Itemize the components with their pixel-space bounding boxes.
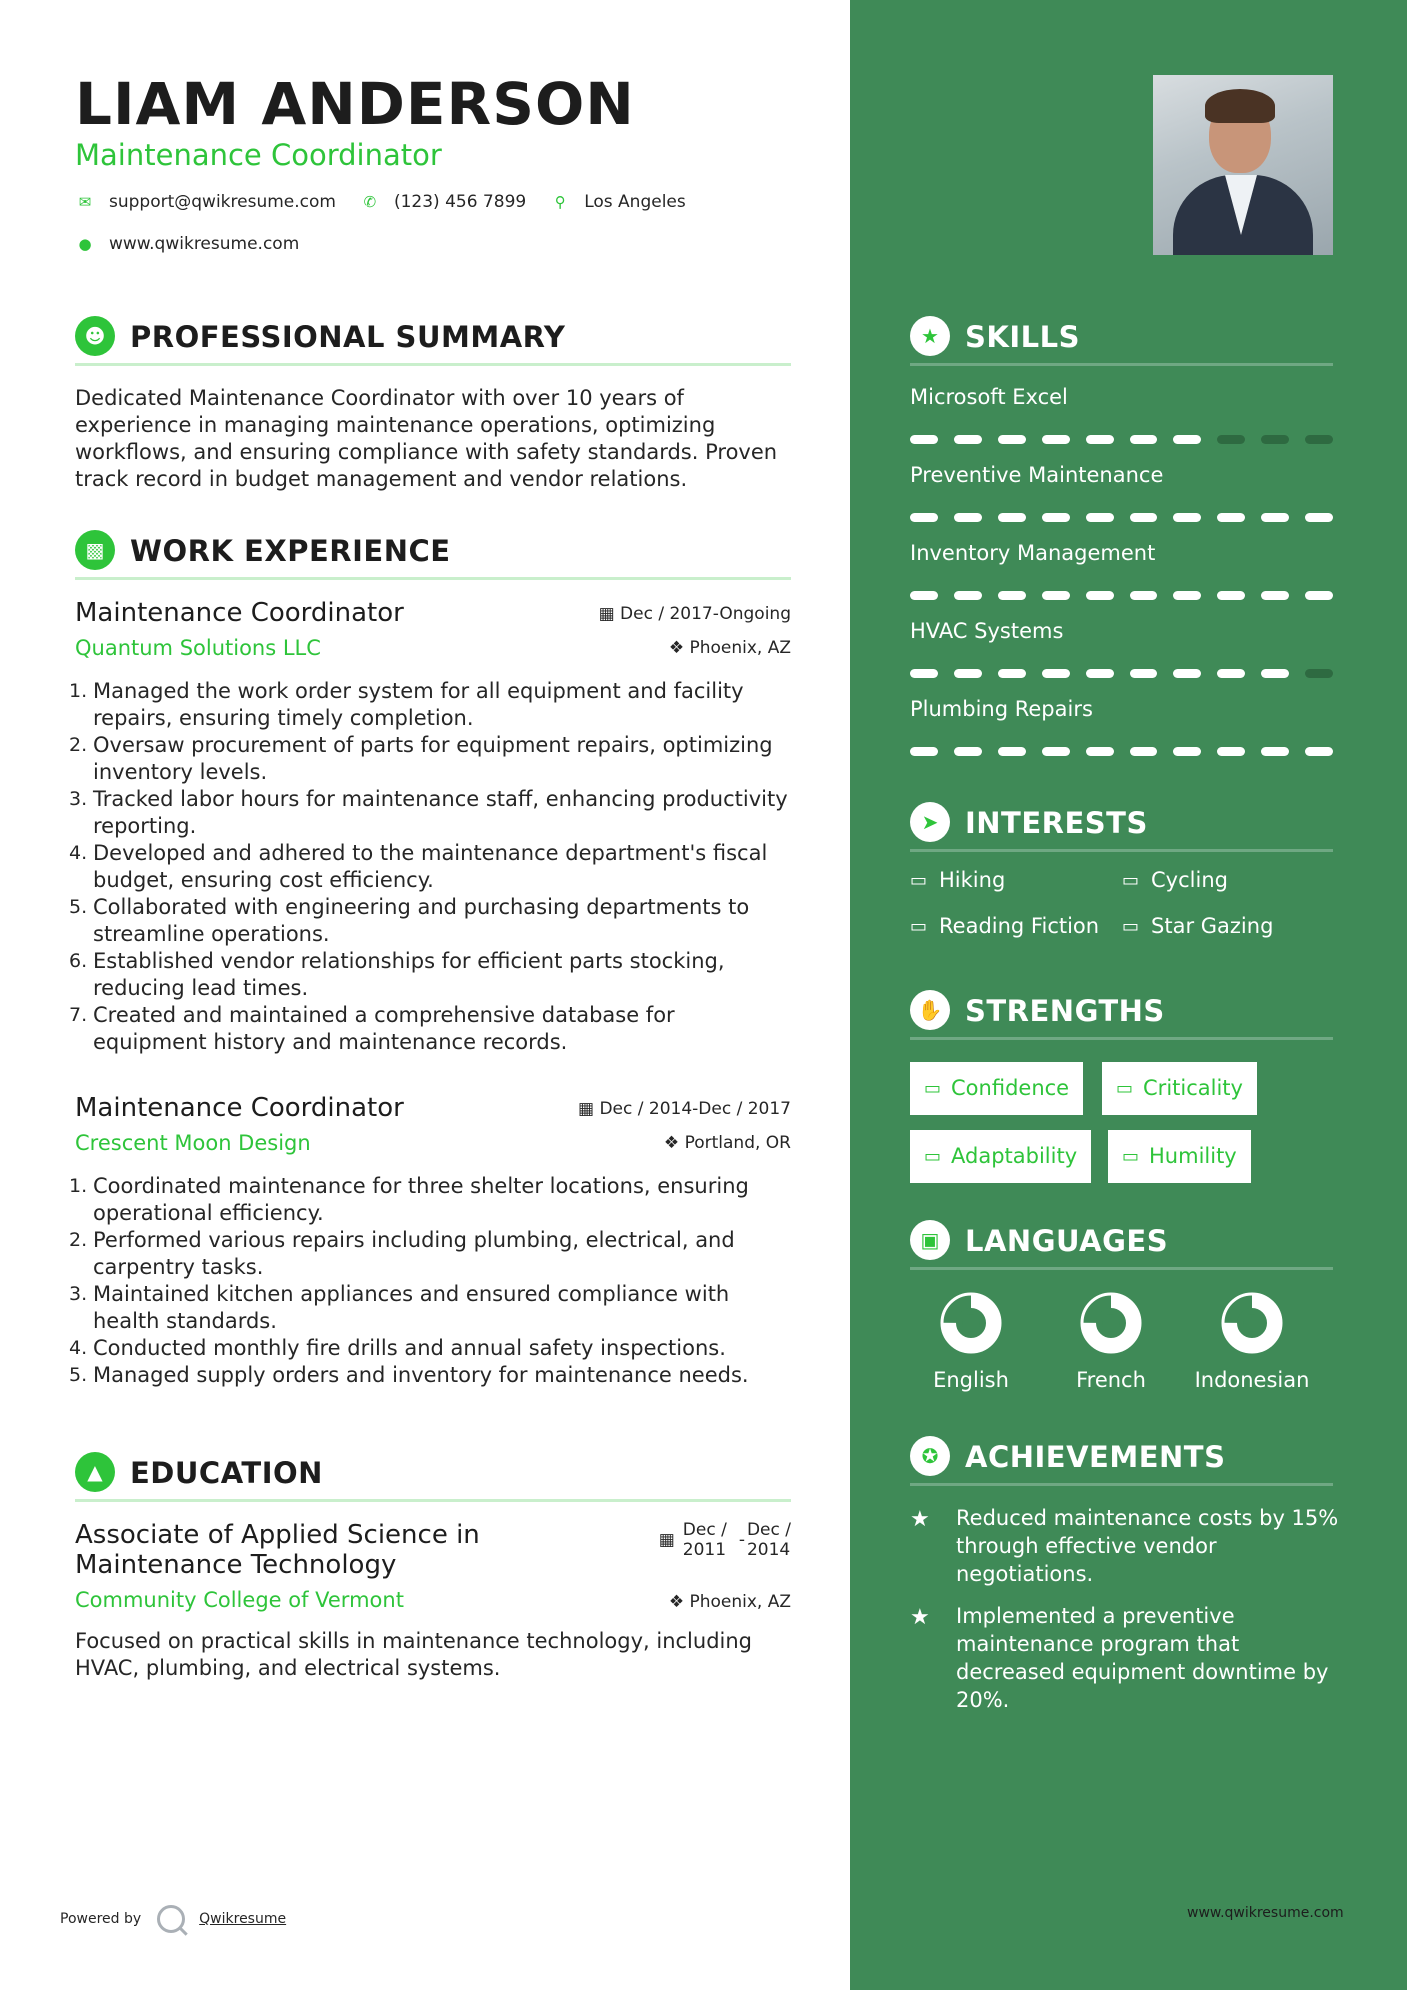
skill-name: HVAC Systems xyxy=(910,619,1064,643)
job-location xyxy=(669,638,791,658)
language-item xyxy=(1046,1292,1176,1392)
job-date xyxy=(578,1099,791,1119)
powered-by-text: Powered by xyxy=(60,1911,142,1927)
calendar-icon: ▦ xyxy=(578,1099,595,1119)
experience-heading-label: WORK EXPERIENCE xyxy=(130,534,451,568)
briefcase-icon: ▩ xyxy=(75,530,115,570)
list-item: 2. Oversaw procurement of parts for equipment repairs, optimizing inventory levels. xyxy=(69,733,773,784)
education-entry xyxy=(75,1520,791,1682)
pin-icon: ❖ xyxy=(668,638,685,658)
education-heading xyxy=(75,1452,791,1502)
skill-dash xyxy=(1305,591,1333,600)
job-date-text: Dec / 2014-Dec / 2017 xyxy=(599,1099,791,1119)
skill-dash xyxy=(1086,513,1114,522)
language-icon: ▣ xyxy=(910,1220,950,1260)
achievement-item: ★ Reduced maintenance costs by 15% through effective vendor negotiations. xyxy=(910,1506,1339,1586)
skill-dash xyxy=(1217,591,1245,600)
language-name: French xyxy=(1076,1368,1146,1392)
achievement-item: ★ Implemented a preventive maintenance program that decreased equipment downtime by 20%. xyxy=(910,1604,1329,1712)
contact-email[interactable] xyxy=(75,192,336,212)
star-icon: ★ xyxy=(910,1507,930,1532)
languages-heading-label: LANGUAGES xyxy=(965,1224,1169,1258)
job-date xyxy=(599,604,791,624)
strength-badge: ▭ Criticality xyxy=(1102,1062,1257,1115)
skill-dash xyxy=(1261,513,1289,522)
language-ring-hole xyxy=(1102,1314,1120,1332)
degree-title-line2: Maintenance Technology xyxy=(75,1550,397,1580)
job-title: Maintenance Coordinator xyxy=(75,1093,404,1123)
job-company: Quantum Solutions LLC xyxy=(75,636,321,660)
skill-item xyxy=(910,697,1333,756)
skill-dash xyxy=(998,513,1026,522)
skill-item xyxy=(910,385,1333,444)
calendar-icon: ▦ xyxy=(658,1530,675,1550)
interest-item: ▭ Star Gazing xyxy=(1122,914,1274,938)
skill-dash xyxy=(998,669,1026,678)
language-level-chart xyxy=(940,1292,1002,1354)
skill-dash xyxy=(1086,669,1114,678)
summary-heading xyxy=(75,316,791,366)
book-icon: ▭ xyxy=(1122,915,1140,937)
degree-title-line1: Associate of Applied Science in xyxy=(75,1520,480,1550)
achievements-heading xyxy=(910,1436,1333,1486)
skill-dash xyxy=(1130,435,1158,444)
skill-dash xyxy=(1261,747,1289,756)
skill-dash xyxy=(1261,669,1289,678)
job-date-text: Dec / 2017-Ongoing xyxy=(620,604,791,624)
summary-text: Dedicated Maintenance Coordinator with over 10 years of experience in managing maintenance operations, optimizing workflows, and ensuring compliance with safety standards. Proven track record in budget management and vendor relations. xyxy=(75,386,778,491)
skill-dash xyxy=(910,669,938,678)
skill-dash xyxy=(954,669,982,678)
list-item: 2. Performed various repairs including plumbing, electrical, and carpentry tasks. xyxy=(69,1228,735,1279)
language-ring-hole xyxy=(962,1314,980,1332)
contact-phone[interactable] xyxy=(360,192,526,212)
skill-name: Plumbing Repairs xyxy=(910,697,1093,721)
hand-icon: ✋ xyxy=(910,990,950,1030)
job-title: Maintenance Coordinator xyxy=(75,598,404,628)
skill-dash xyxy=(1173,747,1201,756)
skill-name: Preventive Maintenance xyxy=(910,463,1164,487)
experience-heading xyxy=(75,530,791,580)
interest-item: ▭ Reading Fiction xyxy=(910,914,1100,938)
contact-row xyxy=(75,192,710,212)
date-start: Dec / 2011 xyxy=(682,1520,727,1560)
language-level-chart xyxy=(1221,1292,1283,1354)
language-name: English xyxy=(933,1368,1009,1392)
qwikresume-logo-icon xyxy=(157,1905,185,1933)
skill-item xyxy=(910,619,1333,678)
language-item xyxy=(1187,1292,1317,1392)
language-name: Indonesian xyxy=(1194,1368,1310,1392)
list-item: 1. Managed the work order system for all equipment and facility repairs, ensuring timely completion. xyxy=(69,679,744,730)
map-pin-icon: ⚲ xyxy=(554,193,566,211)
list-item: 6. Established vendor relationships for efficient parts stocking, reducing lead times. xyxy=(69,949,725,1000)
strengths-heading-label: STRENGTHS xyxy=(965,994,1165,1028)
calendar-icon: ▦ xyxy=(598,604,615,624)
website-text: www.qwikresume.com xyxy=(109,234,300,254)
skill-dash xyxy=(1130,669,1158,678)
list-item: 1. Coordinated maintenance for three shelter locations, ensuring operational efficiency. xyxy=(69,1174,749,1225)
lightbulb-icon: ★ xyxy=(910,316,950,356)
skill-dash xyxy=(954,435,982,444)
contact-website[interactable] xyxy=(75,234,299,254)
job-location xyxy=(664,1133,791,1153)
skill-dash xyxy=(998,591,1026,600)
skill-dash xyxy=(1173,513,1201,522)
strengths-heading xyxy=(910,990,1333,1040)
pin-icon: ❖ xyxy=(668,1592,685,1612)
award-icon: ✪ xyxy=(910,1436,950,1476)
interest-item: ▭ Cycling xyxy=(1122,868,1228,892)
interests-heading-label: INTERESTS xyxy=(965,806,1148,840)
book-icon: ▭ xyxy=(1122,869,1140,891)
skill-dash xyxy=(954,591,982,600)
job-bullets xyxy=(69,1173,791,1389)
skill-dash xyxy=(1305,747,1333,756)
skill-dash xyxy=(954,747,982,756)
graduation-icon: ▲ xyxy=(75,1452,115,1492)
skills-heading-label: SKILLS xyxy=(965,320,1080,354)
skill-dash xyxy=(998,435,1026,444)
language-ring-hole xyxy=(1243,1314,1261,1332)
summary-heading-label: PROFESSIONAL SUMMARY xyxy=(130,320,566,354)
skill-dash xyxy=(1217,435,1245,444)
phone-text: (123) 456 7899 xyxy=(393,192,527,212)
user-icon: ☻ xyxy=(75,316,115,356)
date-end: Dec / 2014 xyxy=(746,1520,791,1560)
skill-dash xyxy=(910,435,938,444)
list-item: 4. Conducted monthly fire drills and annual safety inspections. xyxy=(69,1336,726,1360)
interest-item: ▭ Hiking xyxy=(910,868,1006,892)
strength-badge: ▭ Confidence xyxy=(910,1062,1083,1115)
skill-dash xyxy=(1130,513,1158,522)
skill-dash xyxy=(1130,747,1158,756)
education-description: Focused on practical skills in maintenance technology, including HVAC, plumbing, and electrical systems. xyxy=(75,1629,752,1680)
skill-dash xyxy=(1305,513,1333,522)
education-heading-label: EDUCATION xyxy=(130,1456,323,1490)
job-entry xyxy=(69,1093,791,1389)
location-text: Los Angeles xyxy=(584,192,686,212)
skill-dash xyxy=(1173,669,1201,678)
paper-plane-icon: ➤ xyxy=(910,802,950,842)
skill-item xyxy=(910,463,1333,522)
job-location-text: Portland, OR xyxy=(684,1133,791,1153)
skill-dash xyxy=(1261,435,1289,444)
language-level-chart xyxy=(1080,1292,1142,1354)
skill-dash xyxy=(1173,591,1201,600)
job-company: Crescent Moon Design xyxy=(75,1131,311,1155)
list-item: 3. Tracked labor hours for maintenance staff, enhancing productivity reporting. xyxy=(69,787,788,838)
education-date xyxy=(659,1520,791,1560)
skills-heading xyxy=(910,316,1333,366)
skill-dash xyxy=(1042,513,1070,522)
skill-level-bar xyxy=(910,747,1333,756)
skill-dash xyxy=(1086,435,1114,444)
star-icon: ★ xyxy=(910,1605,930,1630)
skill-name: Microsoft Excel xyxy=(910,385,1068,409)
skill-dash xyxy=(1217,513,1245,522)
powered-by xyxy=(60,1905,286,1933)
skill-level-bar xyxy=(910,435,1333,444)
achievements-heading-label: ACHIEVEMENTS xyxy=(965,1440,1226,1474)
education-location: ❖ Phoenix, AZ xyxy=(668,1592,791,1612)
skill-dash xyxy=(1305,669,1333,678)
contact-row-2 xyxy=(75,234,323,254)
skill-dash xyxy=(1086,591,1114,600)
skill-dash xyxy=(910,513,938,522)
footer-url[interactable]: www.qwikresume.com xyxy=(1187,1905,1344,1921)
book-icon: ▭ xyxy=(1122,1146,1140,1167)
job-entry xyxy=(69,598,791,1056)
profile-photo xyxy=(1153,75,1333,255)
email-text: support@qwikresume.com xyxy=(109,192,336,212)
skill-dash xyxy=(910,747,938,756)
list-item: 5. Collaborated with engineering and purchasing departments to streamline operations. xyxy=(69,895,750,946)
skill-level-bar xyxy=(910,669,1333,678)
skill-name: Inventory Management xyxy=(910,541,1156,565)
book-icon: ▭ xyxy=(910,915,928,937)
candidate-name: LIAM ANDERSON xyxy=(75,70,635,138)
pin-icon: ❖ xyxy=(663,1133,680,1153)
book-icon: ▭ xyxy=(1116,1078,1134,1099)
list-item: 7. Created and maintained a comprehensive database for equipment history and maintenance records. xyxy=(69,1003,675,1054)
brand-link[interactable]: Qwikresume xyxy=(199,1911,287,1927)
skill-dash xyxy=(910,591,938,600)
phone-icon: ✆ xyxy=(363,193,377,211)
school-name: Community College of Vermont xyxy=(75,1588,404,1612)
job-bullets xyxy=(69,678,791,1056)
date-separator: - xyxy=(738,1530,745,1550)
skill-dash xyxy=(1217,747,1245,756)
skill-level-bar xyxy=(910,591,1333,600)
contact-location xyxy=(550,192,686,212)
list-item: 5. Managed supply orders and inventory for maintenance needs. xyxy=(69,1363,749,1387)
skill-dash xyxy=(1130,591,1158,600)
skill-dash xyxy=(1086,747,1114,756)
skill-level-bar xyxy=(910,513,1333,522)
skill-item xyxy=(910,541,1333,600)
skill-dash xyxy=(998,747,1026,756)
language-item xyxy=(906,1292,1036,1392)
skill-dash xyxy=(1305,435,1333,444)
book-icon: ▭ xyxy=(924,1078,942,1099)
list-item: 4. Developed and adhered to the maintenance department's fiscal budget, ensuring cost efficiency. xyxy=(69,841,768,892)
skill-dash xyxy=(1217,669,1245,678)
candidate-title: Maintenance Coordinator xyxy=(75,138,442,172)
globe-icon: ● xyxy=(78,235,92,253)
list-item: 3. Maintained kitchen appliances and ensured compliance with health standards. xyxy=(69,1282,730,1333)
job-location-text: Phoenix, AZ xyxy=(689,638,791,658)
skill-dash xyxy=(1173,435,1201,444)
strength-badge: ▭ Adaptability xyxy=(910,1130,1091,1183)
book-icon: ▭ xyxy=(924,1146,942,1167)
skill-dash xyxy=(1042,591,1070,600)
interests-heading xyxy=(910,802,1333,852)
strength-badge: ▭ Humility xyxy=(1108,1130,1251,1183)
languages-heading xyxy=(910,1220,1333,1270)
skill-dash xyxy=(954,513,982,522)
skill-dash xyxy=(1042,669,1070,678)
skill-dash xyxy=(1042,747,1070,756)
skill-dash xyxy=(1261,591,1289,600)
envelope-icon: ✉ xyxy=(78,193,92,211)
skill-dash xyxy=(1042,435,1070,444)
book-icon: ▭ xyxy=(910,869,928,891)
